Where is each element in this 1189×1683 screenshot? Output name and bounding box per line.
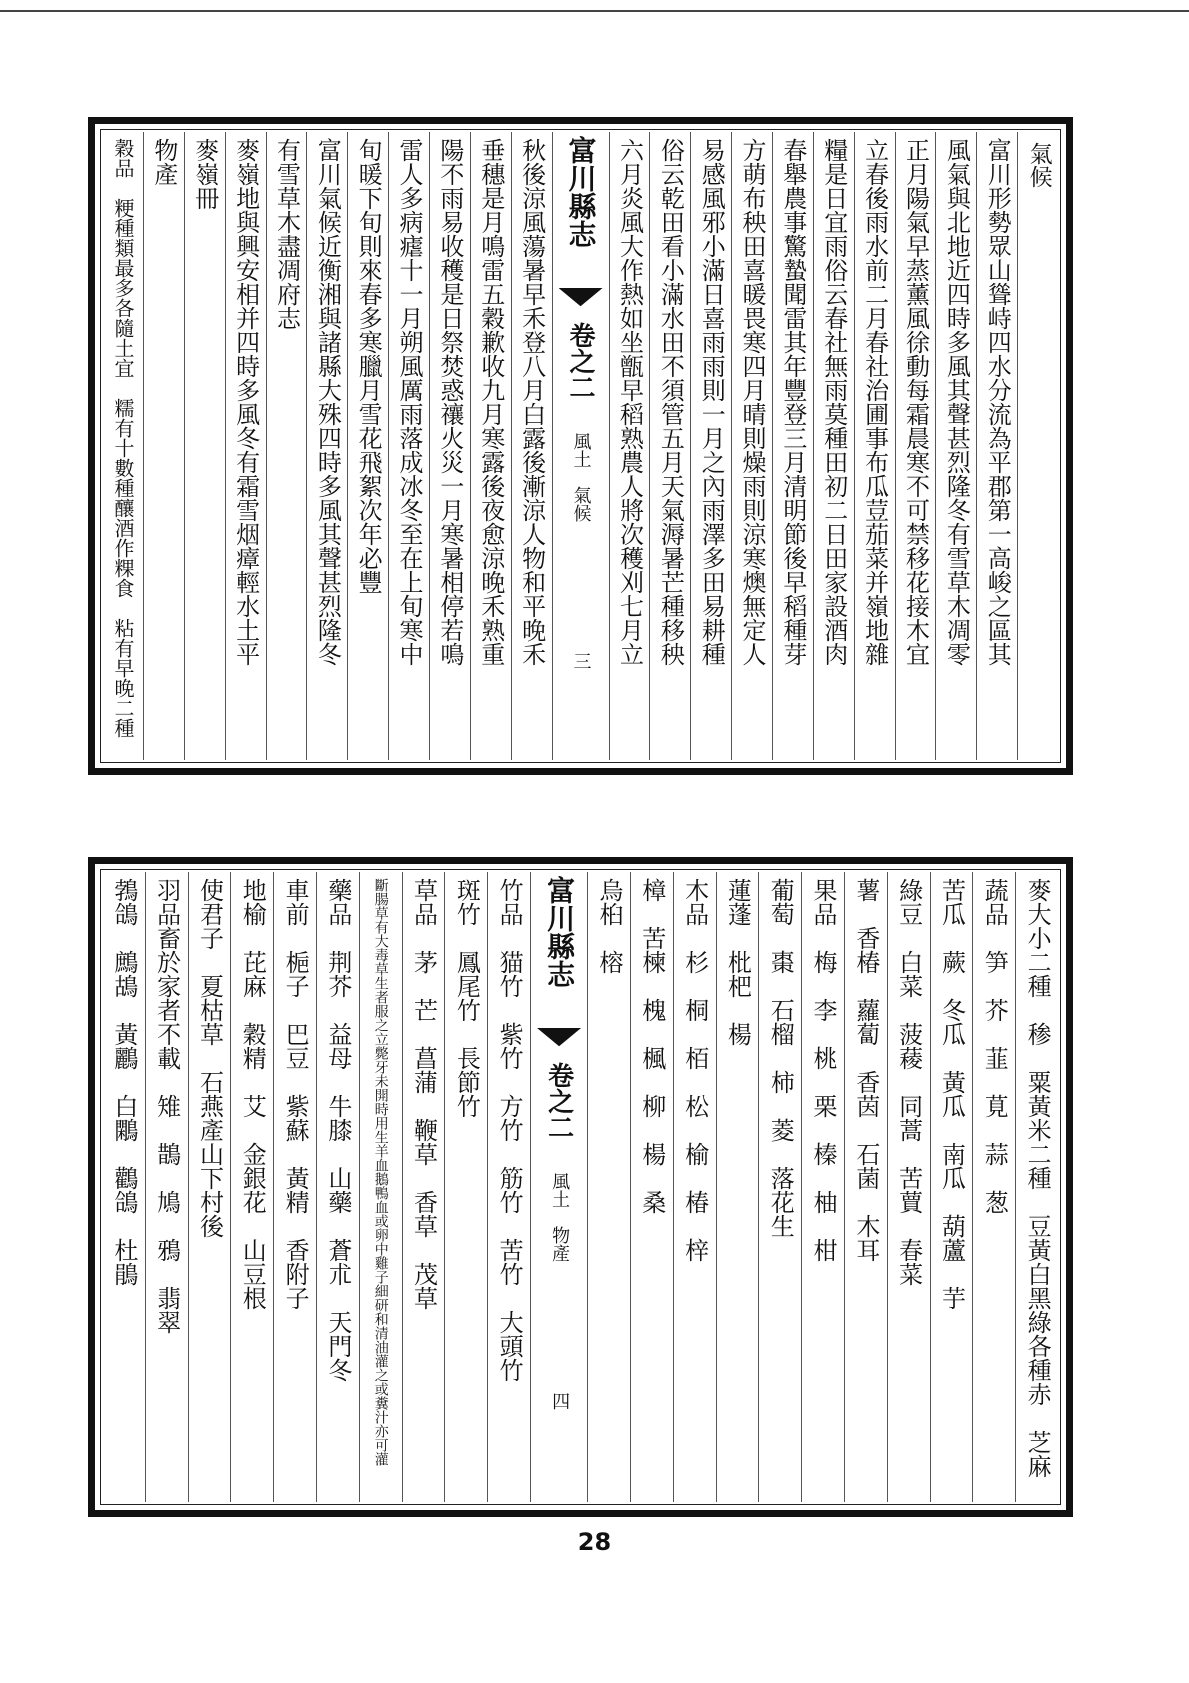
section-label: 風土 氣候 xyxy=(570,432,592,522)
lower-column-text: 苦瓜 蕨 冬瓜 黃瓜 南瓜 葫蘆 芋 xyxy=(937,878,966,1310)
lower-column-text: 竹品 猫竹 紫竹 方竹 筋竹 苦竹 大頭竹 xyxy=(495,878,524,1382)
upper-text-column xyxy=(935,132,976,760)
folio-number: 四 xyxy=(549,1392,571,1410)
upper-text-column xyxy=(511,132,552,760)
lower-column-text: 麥大小二種 䅟 粟黃米二種 豆黃白黑綠各種赤 芝麻 xyxy=(1023,878,1052,1478)
lower-column-text: 葡萄 棗 石榴 柿 菱 落花生 xyxy=(766,878,795,1238)
upper-text-column xyxy=(772,132,813,760)
upper-column-text: 立春後雨水前二月春社治圃事布瓜荳茄菜并嶺地雜 xyxy=(860,138,889,666)
upper-text-column xyxy=(470,132,511,760)
upper-column-text: 陽不雨易收穫是日祭焚惑禳火災一月寒暑相停若鳴 xyxy=(435,138,464,666)
book-title: 富川縣志 xyxy=(564,136,598,248)
upper-text-column xyxy=(184,132,225,760)
upper-column-text: 穀品 粳種類最多各隨土宜 糯有十數種釀酒作粿食 粘有早晚二種 xyxy=(111,138,136,738)
upper-column-text: 富川氣候近衡湘與諸縣大殊四時多風其聲甚烈隆冬 xyxy=(313,138,342,666)
lower-text-column xyxy=(630,872,673,1502)
upper-column-text: 旬暖下旬則來春多寒臘月雪花飛絮次年必豐 xyxy=(354,138,383,594)
upper-text-column xyxy=(347,132,388,760)
lower-column-text: 斑竹 鳳尾竹 長節竹 xyxy=(452,878,481,1118)
lower-text-column xyxy=(402,872,445,1502)
lower-column-text: 車前 梔子 巴豆 紫蘇 黃精 香附子 xyxy=(281,878,310,1310)
lower-text-column xyxy=(316,872,359,1502)
upper-page-columns xyxy=(103,132,1058,760)
lower-text-column xyxy=(587,872,630,1502)
folio-number: 三 xyxy=(570,652,592,670)
upper-column-text: 麥嶺地與興安相并四時多風冬有霜雪烟瘴輕水土平 xyxy=(231,138,260,666)
section-label: 風土 物產 xyxy=(549,1172,571,1262)
lower-text-column xyxy=(188,872,231,1502)
upper-text-column xyxy=(854,132,895,760)
lower-column-text: 果品 梅 李 桃 栗 榛 柚 柑 xyxy=(809,878,838,1262)
lower-text-column xyxy=(145,872,188,1502)
upper-text-column xyxy=(690,132,731,760)
lower-column-text: 地榆 芘麻 穀精 艾 金銀花 山豆根 xyxy=(238,878,267,1310)
lower-text-column xyxy=(930,872,973,1502)
upper-text-column xyxy=(266,132,307,760)
upper-text-column xyxy=(306,132,347,760)
upper-column-text: 富川形勢眾山聳峙四水分流為平郡第一高峻之區其 xyxy=(983,138,1012,666)
volume-label: 卷之二 xyxy=(543,1062,574,1140)
lower-page xyxy=(88,857,1073,1517)
upper-column-text: 氣候 xyxy=(1025,142,1052,188)
lower-text-column xyxy=(487,872,530,1502)
upper-column-text: 正月陽氣早蒸薰風徐動每霜晨寒不可禁移花接木宜 xyxy=(901,138,930,666)
lower-column-text: 樟 苦楝 槐 楓 柳 楊 桑 xyxy=(637,878,666,1214)
lower-column-text: 使君子 夏枯草 石燕產山下村後 xyxy=(195,878,224,1238)
upper-text-column xyxy=(731,132,772,760)
fish-tail-mark xyxy=(559,288,603,314)
lower-text-column xyxy=(673,872,716,1502)
upper-center-margin xyxy=(552,132,609,760)
upper-column-text: 雷人多病瘧十一月朔風厲雨落成冰冬至在上旬寒中 xyxy=(395,138,424,666)
lower-column-text: 綠豆 白菜 菠薐 同蒿 苦蕒 春菜 xyxy=(894,878,923,1286)
lower-text-column xyxy=(887,872,930,1502)
upper-text-column xyxy=(143,132,184,760)
lower-column-text: 蔬品 笋 芥 韮 莧 蒜 葱 xyxy=(980,878,1009,1214)
upper-column-text: 風氣與北地近四時多風其聲甚烈隆冬有雪草木凋零 xyxy=(942,138,971,666)
lower-text-column xyxy=(801,872,844,1502)
lower-column-text: 蓮蓬 枇杷 楊 xyxy=(723,878,752,1046)
lower-column-text: 木品 杉 桐 栢 松 榆 椿 梓 xyxy=(680,878,709,1262)
lower-column-text: 羽品畜於家者不載 雉 鵲 鳩 鴉 翡翠 xyxy=(152,878,181,1334)
upper-text-column xyxy=(976,132,1017,760)
fish-tail-mark xyxy=(537,1028,581,1054)
upper-column-text: 垂穗是月鳴雷五穀歉收九月寒露後夜愈涼晚禾熟重 xyxy=(476,138,505,666)
upper-column-text: 麥嶺冊 xyxy=(190,138,219,210)
lower-column-text: 鵓鴿 鷓鴣 黃鸝 白鷴 鸛鴿 杜鵑 xyxy=(109,878,138,1286)
lower-text-column xyxy=(273,872,316,1502)
lower-text-column xyxy=(758,872,801,1502)
upper-column-text: 物產 xyxy=(149,138,178,186)
lower-column-text: 草品 茅 芒 菖蒲 鞭草 香草 茂草 xyxy=(409,878,438,1310)
book-title: 富川縣志 xyxy=(543,876,577,988)
upper-column-text: 春舉農事驚蟄聞雷其年豐登三月清明節後早稻種芽 xyxy=(778,138,807,666)
lower-center-margin xyxy=(530,872,587,1502)
lower-text-column xyxy=(972,872,1015,1502)
upper-text-column xyxy=(225,132,266,760)
upper-column-text: 易感風邪小滿日喜雨雨則一月之內雨澤多田易耕種 xyxy=(697,138,726,666)
upper-column-text: 方萌布秧田喜暖畏寒四月晴則燥雨則涼寒燠無定人 xyxy=(738,138,767,666)
upper-text-column xyxy=(429,132,470,760)
lower-text-column xyxy=(359,872,402,1502)
top-border-rule xyxy=(0,10,1189,12)
lower-page-columns xyxy=(103,872,1058,1502)
lower-column-text: 藥品 荆芥 益母 牛膝 山藥 蒼朮 天門冬 xyxy=(323,878,352,1382)
lower-text-column xyxy=(444,872,487,1502)
page-number: 28 xyxy=(577,1528,612,1556)
lower-column-text: 薯 香椿 蘿蔔 香茵 石菌 木耳 xyxy=(851,878,880,1262)
upper-page xyxy=(88,117,1073,775)
upper-text-column xyxy=(813,132,854,760)
upper-column-text: 糧是日宜雨俗云春社無雨莫種田初二日田家設酒肉 xyxy=(819,138,848,666)
volume-label: 卷之二 xyxy=(565,322,596,400)
lower-text-column xyxy=(716,872,759,1502)
upper-column-text: 俗云乾田看小滿水田不須管五月天氣溽暑芒種移秧 xyxy=(656,138,685,666)
lower-column-text: 斷腸草有大毒草生者服之立斃牙未開時用生羊血鵝鴨血或卵中雞子細研和清油灌之或糞汁亦可灌 xyxy=(372,878,389,1466)
upper-column-text: 六月炎風大作熱如坐甑早稻熟農人將次穫刈七月立 xyxy=(615,138,644,666)
lower-text-column xyxy=(844,872,887,1502)
upper-column-text: 秋後涼風蕩暑早禾登八月白露後漸涼人物和平晚禾 xyxy=(517,138,546,666)
upper-text-column xyxy=(103,132,143,760)
lower-text-column xyxy=(230,872,273,1502)
upper-text-column xyxy=(609,132,650,760)
upper-column-text: 有雪草木盡凋府志 xyxy=(272,138,301,330)
upper-text-column xyxy=(895,132,936,760)
lower-text-column xyxy=(103,872,145,1502)
upper-text-column xyxy=(1017,132,1058,760)
lower-column-text: 烏桕 榕 xyxy=(594,878,623,974)
lower-text-column xyxy=(1015,872,1058,1502)
upper-text-column xyxy=(649,132,690,760)
upper-text-column xyxy=(388,132,429,760)
